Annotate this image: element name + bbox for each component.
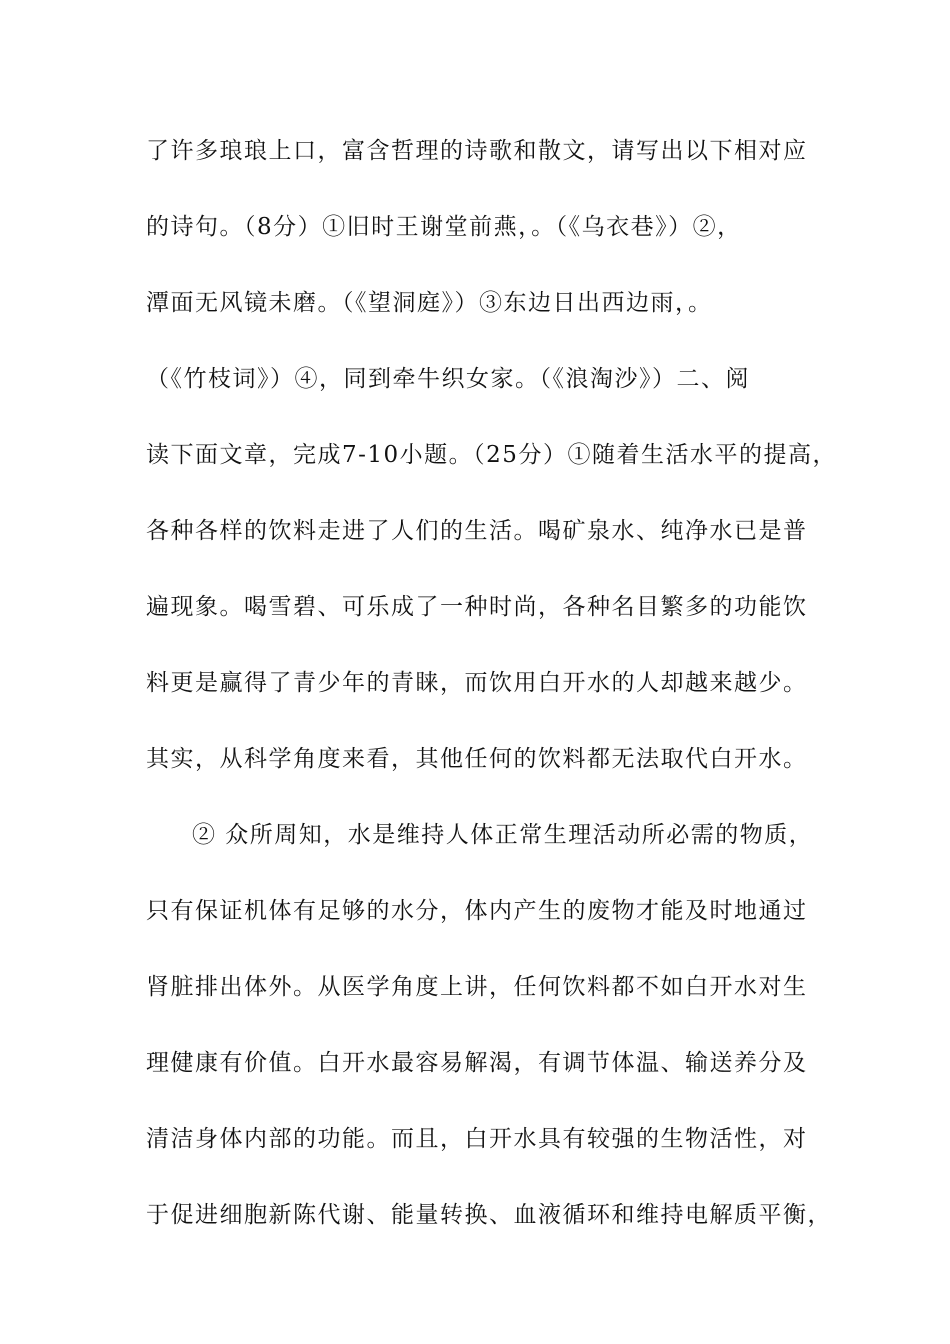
text-line: 的诗句。（8分）①旧时王谢堂前燕，。（《乌衣巷》）②， <box>146 214 742 240</box>
text-line: （《竹枝词》）④，同到牵牛织女家。（《浪淘沙》）二、阅 <box>146 366 750 392</box>
text-line: 潭面无风镜未磨。（《望洞庭》）③东边日出西边雨，。 <box>146 290 713 316</box>
text-line: 肾脏排出体外。从医学角度上讲，任何饮料都不如白开水对生 <box>146 974 808 1000</box>
text-line: 其实，从科学角度来看，其他任何的饮料都无法取代白开水。 <box>146 746 808 772</box>
text-line: 读下面文章，完成7-10小题。（25分）①随着生活水平的提高， <box>146 442 837 468</box>
text-line: 料更是赢得了青少年的青睐，而饮用白开水的人却越来越少。 <box>146 670 808 696</box>
text-line: 于促进细胞新陈代谢、能量转换、血液循环和维持电解质平衡， <box>146 1202 832 1228</box>
document-body <box>146 128 836 1268</box>
text-line: 清洁身体内部的功能。而且，白开水具有较强的生物活性，对 <box>146 1126 808 1152</box>
text-line: 各种各样的饮料走进了人们的生活。喝矿泉水、纯净水已是普 <box>146 518 808 544</box>
paragraph-start-line: ② 众所周知，水是维持人体正常生理活动所必需的物质， <box>192 822 814 848</box>
text-line: 了许多琅琅上口，富含哲理的诗歌和散文，请写出以下相对应 <box>146 138 808 164</box>
text-line: 理健康有价值。白开水最容易解渴，有调节体温、输送养分及 <box>146 1050 808 1076</box>
text-line: 只有保证机体有足够的水分，体内产生的废物才能及时地通过 <box>146 898 808 924</box>
text-line: 遍现象。喝雪碧、可乐成了一种时尚，各种名目繁多的功能饮 <box>146 594 808 620</box>
